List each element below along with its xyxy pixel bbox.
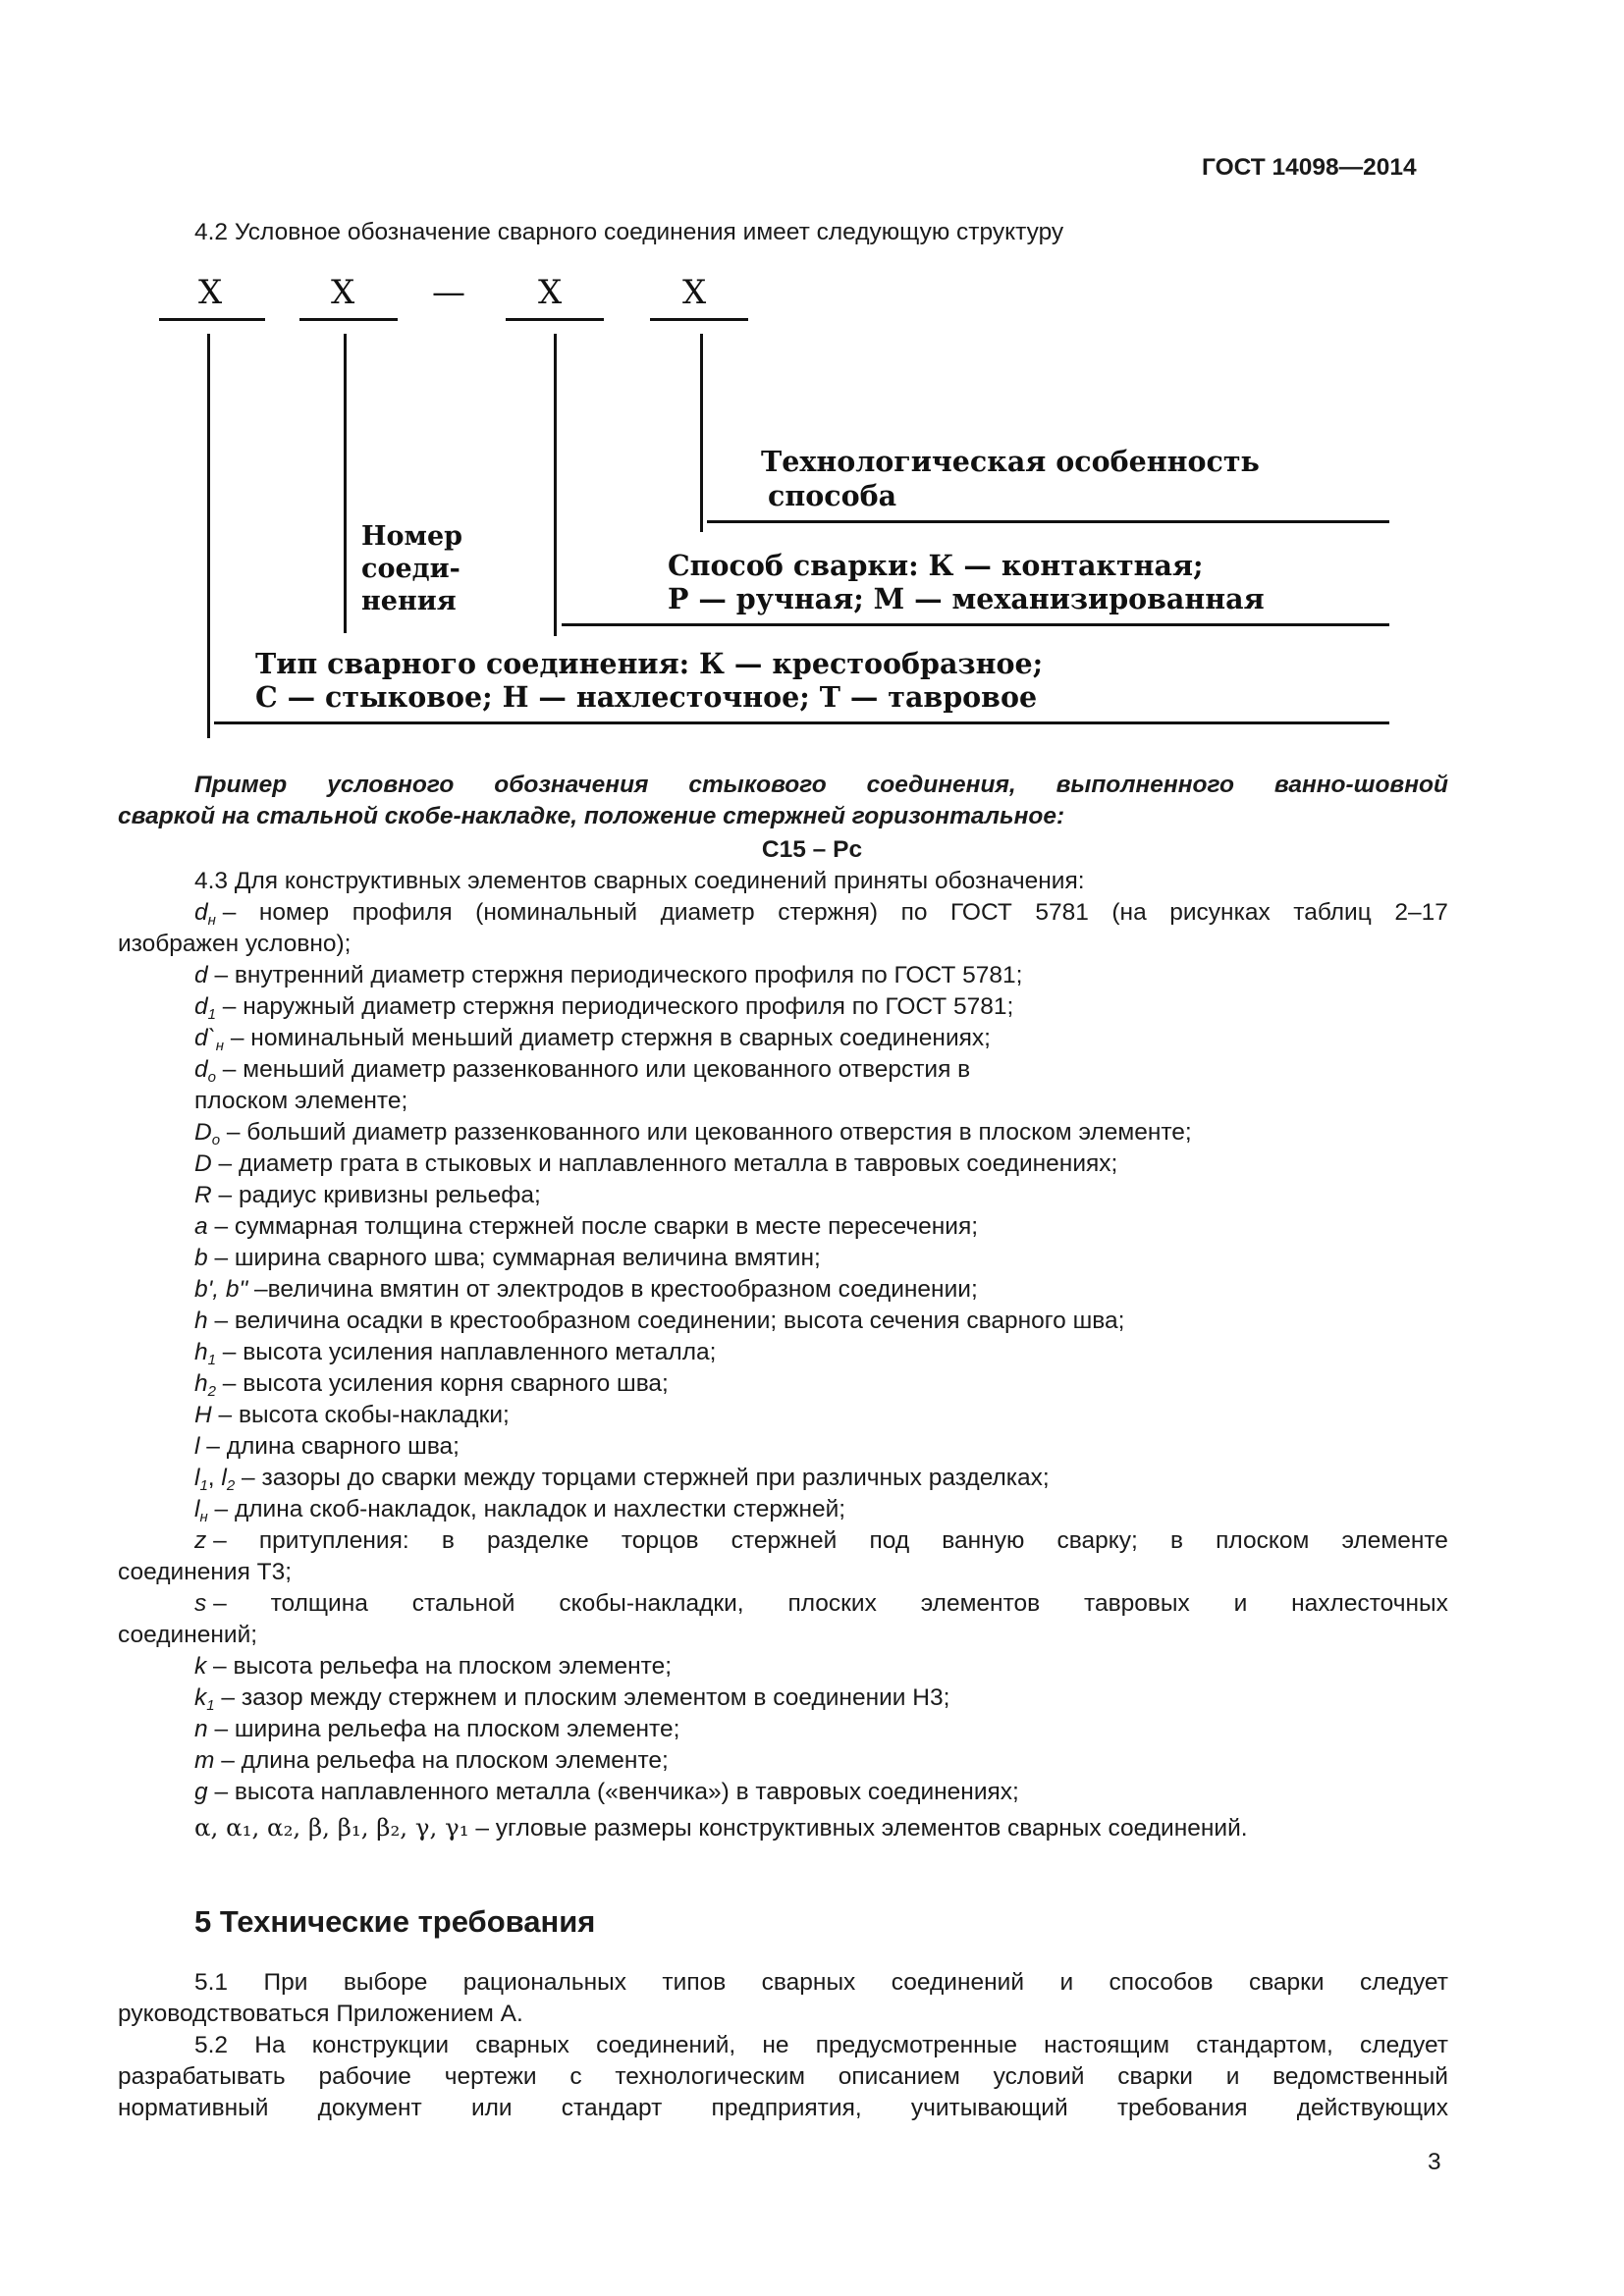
word: описанием — [838, 2063, 960, 2090]
word: – — [213, 1590, 227, 1617]
def-item — [118, 1400, 1448, 1431]
symbol: l — [194, 1496, 200, 1522]
word: При — [263, 1969, 308, 1996]
symbol: b', b" — [194, 1276, 248, 1303]
word: документ — [317, 2095, 422, 2121]
symbol: s — [194, 1590, 207, 1617]
word: 5.2 — [194, 2032, 229, 2058]
word: сварных — [761, 1969, 856, 1996]
definition-text: –величина вмятин от электродов в крестообразном соединении; — [247, 1276, 978, 1303]
symbol: d` — [194, 1025, 216, 1051]
word: тавровых — [1084, 1590, 1190, 1617]
def-item — [118, 1651, 1448, 1682]
def-item — [118, 1368, 1448, 1400]
word: выборе — [343, 1969, 428, 1996]
tech-feature-line1: Технологическая особенность — [761, 445, 1260, 478]
symbol: D — [194, 1150, 212, 1177]
symbol: l — [194, 1465, 200, 1491]
def-item — [118, 960, 1448, 991]
section-4-3 — [118, 866, 1448, 1844]
word: (на — [1111, 899, 1147, 926]
word: стержней — [731, 1527, 838, 1554]
p51-line1 — [118, 1967, 1448, 1999]
def-item — [118, 1306, 1448, 1337]
word: рабочие — [318, 2063, 411, 2090]
word: профиля — [352, 899, 453, 926]
word: плоских — [787, 1590, 877, 1617]
word: в — [1169, 1527, 1183, 1554]
word: стандартом, — [1196, 2032, 1333, 2058]
def-item — [118, 1117, 1448, 1148]
word: На — [254, 2032, 286, 2058]
symbol: d — [194, 1056, 208, 1083]
word: типов — [662, 1969, 727, 1996]
tech-feature-underline — [707, 520, 1389, 523]
def-item — [118, 991, 1448, 1023]
word: в — [441, 1527, 455, 1554]
word: элементов — [920, 1590, 1041, 1617]
definition-text: – высота усиления корня сварного шва; — [215, 1370, 669, 1397]
def-angles — [118, 1812, 1448, 1844]
word: диаметр — [660, 899, 755, 926]
word: притупления: — [258, 1527, 409, 1554]
word: условий — [993, 2063, 1085, 2090]
designation-structure-diagram — [147, 263, 1394, 744]
definition-text: плоском элементе; — [194, 1088, 408, 1114]
section-5-heading: 5 Технические требования — [194, 1904, 596, 1939]
angle-symbols: α, α₁, α₂, β, β₁, β₂, γ, γ₁ — [194, 1813, 469, 1842]
symbol: h — [194, 1339, 208, 1365]
symbol: l — [221, 1465, 227, 1491]
word: стальной — [411, 1590, 515, 1617]
definition-text: – высота усиления наплавленного металла; — [215, 1339, 717, 1365]
word: сварки — [1117, 2063, 1193, 2090]
diagram-x-method: Х — [538, 273, 563, 312]
symbol: d — [194, 993, 208, 1020]
underline-method — [506, 318, 604, 321]
symbol: R — [194, 1182, 212, 1208]
method-underline — [562, 623, 1389, 626]
word: сварных — [475, 2032, 569, 2058]
def-z-line1 — [118, 1525, 1448, 1557]
p52-line2 — [118, 2061, 1448, 2093]
symbol: g — [194, 1779, 208, 1805]
word: технологическим — [615, 2063, 805, 2090]
symbol: H — [194, 1402, 212, 1428]
word: учитывающий — [910, 2095, 1068, 2121]
word: номер — [258, 899, 330, 926]
diagram-x-type: Х — [198, 273, 223, 312]
def-item-continued — [118, 1086, 1448, 1117]
p51-line2: руководствоваться Приложением А. — [118, 2001, 523, 2027]
symbol: a — [194, 1213, 208, 1240]
word: разделке — [487, 1527, 589, 1554]
definition-text: – внутренний диаметр стержня периодического профиля по ГОСТ 5781; — [207, 962, 1023, 988]
definition-text: – высота рельефа на плоском элементе; — [206, 1653, 673, 1680]
word: рациональных — [462, 1969, 626, 1996]
def-item — [118, 1148, 1448, 1180]
p52-line1 — [118, 2030, 1448, 2061]
symbol: k — [194, 1684, 207, 1711]
word: по — [900, 899, 928, 926]
def-dn-line1 — [118, 897, 1448, 929]
section-4-3-title: 4.3 Для конструктивных элементов сварных соединений приняты обозначения: — [194, 868, 1085, 894]
word: сварки — [1248, 1969, 1325, 1996]
method-line2: Р — ручная; М — механизированная — [668, 582, 1265, 615]
definition-text: – суммарная толщина стержней после сварки в месте пересечения; — [207, 1213, 979, 1240]
def-item — [118, 1054, 1448, 1086]
word: стандарт — [561, 2095, 663, 2121]
method-line1: Способ сварки: К — контактная; — [668, 549, 1204, 582]
subscript: н — [215, 1038, 225, 1054]
definition-text: – длина рельефа на плоском элементе; — [214, 1747, 669, 1774]
word: скобы-накладки, — [559, 1590, 744, 1617]
type-underline — [214, 721, 1389, 724]
word: 2–17 — [1394, 899, 1448, 926]
word: рисунках — [1169, 899, 1271, 926]
word: толщина — [270, 1590, 368, 1617]
def-item — [118, 1777, 1448, 1808]
def-s-line2: соединений; — [118, 1622, 258, 1648]
definition-text: – ширина сварного шва; суммарная величина вмятин; — [207, 1245, 821, 1271]
definition-text: – величина осадки в крестообразном соединении; высота сечения сварного шва; — [207, 1308, 1125, 1334]
word: разрабатывать — [118, 2063, 286, 2090]
symbol: d — [194, 899, 208, 926]
definition-text: – зазоры до сварки между торцами стержней при различных разделках; — [235, 1465, 1050, 1491]
word: или — [470, 2095, 513, 2121]
def-item — [118, 1211, 1448, 1243]
def-item — [118, 1243, 1448, 1274]
word: предусмотренные — [815, 2032, 1017, 2058]
subscript: 2 — [207, 1383, 216, 1400]
definition-text: – наружный диаметр стержня периодического профиля по ГОСТ 5781; — [215, 993, 1014, 1020]
underline-feature — [650, 318, 748, 321]
subscript: o — [211, 1132, 221, 1148]
definition-text: – длина сварного шва; — [199, 1433, 460, 1460]
def-dn-line2: изображен условно); — [118, 931, 352, 957]
word: – — [213, 1527, 227, 1554]
subscript: 2 — [226, 1477, 236, 1494]
word: стержня) — [778, 899, 879, 926]
symbol: b — [194, 1245, 208, 1271]
example-paragraph — [118, 770, 1448, 832]
type-line1: Тип сварного соединения: К — крестообразное; — [255, 647, 1044, 680]
def-s-line1 — [118, 1588, 1448, 1620]
example-word: ванно-шовной — [1273, 772, 1448, 798]
joint-number-line3: нения — [361, 586, 457, 616]
underline-type — [159, 318, 265, 321]
definition-text: – радиус кривизны рельефа; — [211, 1182, 541, 1208]
subscript: 1 — [207, 1352, 216, 1368]
symbol: h — [194, 1308, 208, 1334]
symbol: m — [194, 1747, 215, 1774]
word: плоском — [1216, 1527, 1310, 1554]
word: соединений, — [596, 2032, 736, 2058]
definition-text: – высота скобы-накладки; — [211, 1402, 510, 1428]
word: таблиц — [1293, 899, 1372, 926]
separator: , — [207, 1465, 222, 1491]
def-item — [118, 1431, 1448, 1463]
def-item-ln — [118, 1494, 1448, 1525]
example-line1 — [118, 770, 1448, 801]
definition-text: – длина скоб-накладок, накладок и нахлестки стержней; — [207, 1496, 846, 1522]
underline-number — [299, 318, 398, 321]
word: следует — [1360, 1969, 1448, 1996]
document-number: ГОСТ 14098—2014 — [1202, 154, 1417, 181]
subscript: 1 — [199, 1477, 208, 1494]
def-item — [118, 1023, 1448, 1054]
symbol: d — [194, 962, 208, 988]
def-item — [118, 1180, 1448, 1211]
vline-feature — [700, 334, 703, 532]
word: требования — [1116, 2095, 1248, 2121]
example-word: обозначения — [494, 772, 649, 798]
word: конструкции — [311, 2032, 450, 2058]
section-5-body — [118, 1967, 1448, 2124]
def-item — [118, 1682, 1448, 1714]
def-z-line2: соединения Т3; — [118, 1559, 293, 1585]
word: нормативный — [118, 2095, 269, 2121]
vline-number — [344, 334, 347, 633]
diagram-x-feature: Х — [682, 273, 707, 312]
word: предприятия, — [711, 2095, 862, 2121]
word: элементе — [1341, 1527, 1448, 1554]
word: нахлесточных — [1291, 1590, 1448, 1617]
subscript: н — [199, 1509, 208, 1525]
example-word: Пример — [194, 772, 288, 798]
word: настоящим — [1044, 2032, 1170, 2058]
example-word: выполненного — [1056, 772, 1234, 798]
word: торцов — [621, 1527, 699, 1554]
def-item — [118, 1745, 1448, 1777]
definition-text: – зазор между стержнем и плоским элементом в соединении Н3; — [214, 1684, 950, 1711]
example-code: С15 – Рс — [761, 836, 863, 863]
word: и — [1059, 1969, 1074, 1996]
word: ванную — [942, 1527, 1025, 1554]
definition-text: – больший диаметр раззенкованного или цекованного отверстия в плоском элементе; — [220, 1119, 1192, 1146]
example-word: соединения, — [866, 772, 1016, 798]
definition-text: – диаметр грата в стыковых и наплавленного металла в тавровых соединениях; — [211, 1150, 1118, 1177]
word: ГОСТ — [950, 899, 1012, 926]
joint-number-line1: Номер — [361, 521, 463, 552]
vline-method — [554, 334, 557, 636]
word: и — [1233, 1590, 1248, 1617]
type-line2: С — стыковое; Н — нахлесточное; Т — тавровое — [255, 680, 1038, 714]
symbol: D — [194, 1119, 212, 1146]
symbol: z — [194, 1527, 207, 1554]
word: ведомственный — [1272, 2063, 1448, 2090]
def-item — [118, 1714, 1448, 1745]
word: под — [869, 1527, 910, 1554]
example-line2: сваркой на стальной скобе-накладке, положение стержней горизонтальное: — [118, 803, 1065, 829]
subscript: 1 — [206, 1697, 215, 1714]
word: – — [222, 899, 237, 926]
symbol: l — [194, 1433, 200, 1460]
tech-feature-line2: способа — [768, 479, 897, 512]
word: с — [569, 2063, 582, 2090]
word: 5.1 — [194, 1969, 229, 1996]
diagram-dash: — — [432, 273, 465, 312]
word: и — [1225, 2063, 1240, 2090]
page-number: 3 — [1428, 2149, 1441, 2175]
subscript: 1 — [207, 1006, 216, 1023]
symbol: n — [194, 1716, 208, 1742]
def-item — [118, 1274, 1448, 1306]
word: соединений — [891, 1969, 1025, 1996]
p52-line3 — [118, 2093, 1448, 2124]
intro-paragraph: 4.2 Условное обозначение сварного соединения имеет следующую структуру — [194, 219, 1064, 245]
subscript: o — [207, 1069, 216, 1086]
definition-text: – угловые размеры конструктивных элементов сварных соединений. — [468, 1815, 1248, 1842]
word: 5781 — [1035, 899, 1089, 926]
def-item-l1-l2 — [118, 1463, 1448, 1494]
definition-text: – высота наплавленного металла («венчика») в тавровых соединениях; — [207, 1779, 1019, 1805]
example-word: стыкового — [688, 772, 827, 798]
word: следует — [1360, 2032, 1448, 2058]
def-item — [118, 1337, 1448, 1368]
word: сварку; — [1056, 1527, 1138, 1554]
definition-text: – меньший диаметр раззенкованного или цекованного отверстия в — [215, 1056, 971, 1083]
subscript: н — [207, 912, 216, 929]
word: действующих — [1296, 2095, 1448, 2121]
word: не — [762, 2032, 789, 2058]
word: способов — [1109, 1969, 1214, 1996]
vline-type — [207, 334, 210, 738]
symbol: h — [194, 1370, 208, 1397]
joint-number-line2: соеди- — [361, 554, 460, 584]
definition-text: – ширина рельефа на плоском элементе; — [207, 1716, 680, 1742]
example-word: условного — [327, 772, 455, 798]
symbol: k — [194, 1653, 207, 1680]
word: чертежи — [444, 2063, 537, 2090]
definition-text: – номинальный меньший диаметр стержня в сварных соединениях; — [224, 1025, 991, 1051]
diagram-x-number: Х — [331, 273, 355, 312]
word: (номинальный — [475, 899, 638, 926]
